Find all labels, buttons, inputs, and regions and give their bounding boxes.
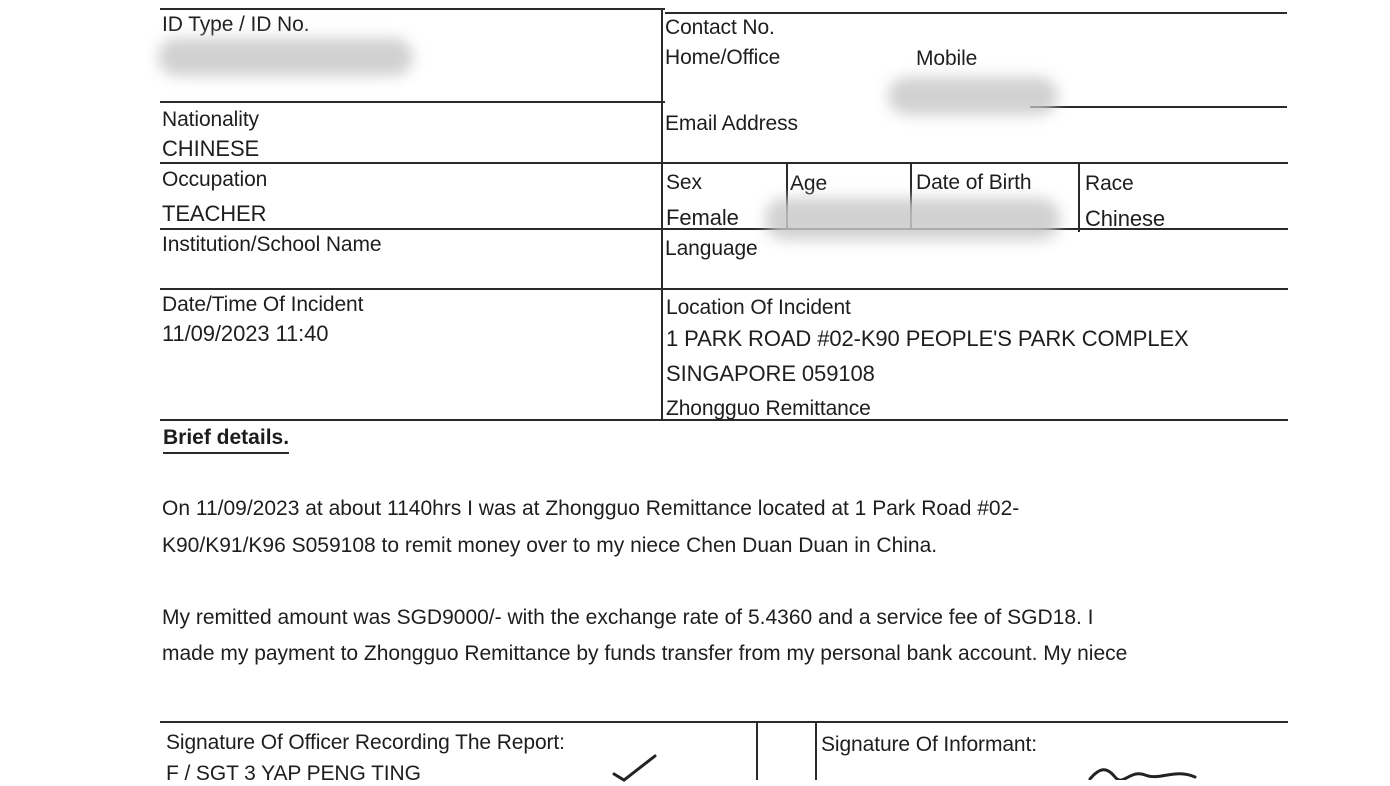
race-value: Chinese [1085,206,1166,231]
race-label: Race [1085,172,1134,195]
signature-divider-left [756,722,758,780]
details-paragraph1-line2: K90/K91/K96 S059108 to remit money over to my niece Chen Duan Duan in China. [162,534,938,557]
language-label: Language [665,237,758,260]
id-type-label: ID Type / ID No. [162,13,310,36]
officer-signature-label: Signature Of Officer Recording The Report: [166,731,565,754]
mobile-label: Mobile [916,47,978,70]
details-paragraph2-line1: My remitted amount was SGD9000/- with the exchange rate of 5.4360 and a service fee of SGD18. I [162,606,1094,629]
officer-tick-mark [600,752,670,782]
occupation-value: TEACHER [162,201,267,226]
signature-divider-right [815,722,817,780]
redacted-age-dob [765,198,1060,240]
nationality-value: CHINESE [162,136,260,161]
sex-value: Female [666,205,739,230]
officer-name: F / SGT 3 YAP PENG TING [166,762,421,785]
signature-top-rule [160,721,1288,723]
sex-label: Sex [666,171,702,194]
rule-row4 [160,288,1288,290]
home-office-label: Home/Office [665,46,781,69]
divider-dob-race [1078,164,1080,232]
occupation-label: Occupation [162,168,268,191]
informant-signature-mark [1085,765,1205,780]
center-divider [661,10,663,420]
incident-location-line3: Zhongguo Remittance [666,397,871,420]
rule-row1-right [1030,106,1287,108]
top-rule [160,8,665,10]
details-paragraph2-line2: made my payment to Zhongguo Remittance by funds transfer from my personal bank account. My niece [162,642,1128,665]
brief-details-heading: Brief details. [163,426,289,454]
details-paragraph1-line1: On 11/09/2023 at about 1140hrs I was at Zhongguo Remittance located at 1 Park Road #02- [162,497,1020,520]
email-label: Email Address [665,112,798,135]
redacted-mobile-number [888,77,1058,115]
incident-location-label: Location Of Incident [666,296,851,319]
incident-location-line2: SINGAPORE 059108 [666,361,875,386]
incident-datetime-label: Date/Time Of Incident [162,293,364,316]
dob-label: Date of Birth [916,171,1032,194]
rule-row1 [160,101,665,103]
redacted-id-number [158,38,413,76]
age-label: Age [790,172,828,195]
nationality-label: Nationality [162,108,259,131]
top-rule-right [665,12,1287,14]
incident-location-line1: 1 PARK ROAD #02-K90 PEOPLE'S PARK COMPLEX [666,326,1189,351]
contact-label: Contact No. [665,16,775,39]
informant-signature-label: Signature Of Informant: [821,733,1037,756]
rule-row2 [160,162,1288,164]
incident-datetime-value: 11/09/2023 11:40 [162,321,329,346]
institution-label: Institution/School Name [162,233,382,256]
